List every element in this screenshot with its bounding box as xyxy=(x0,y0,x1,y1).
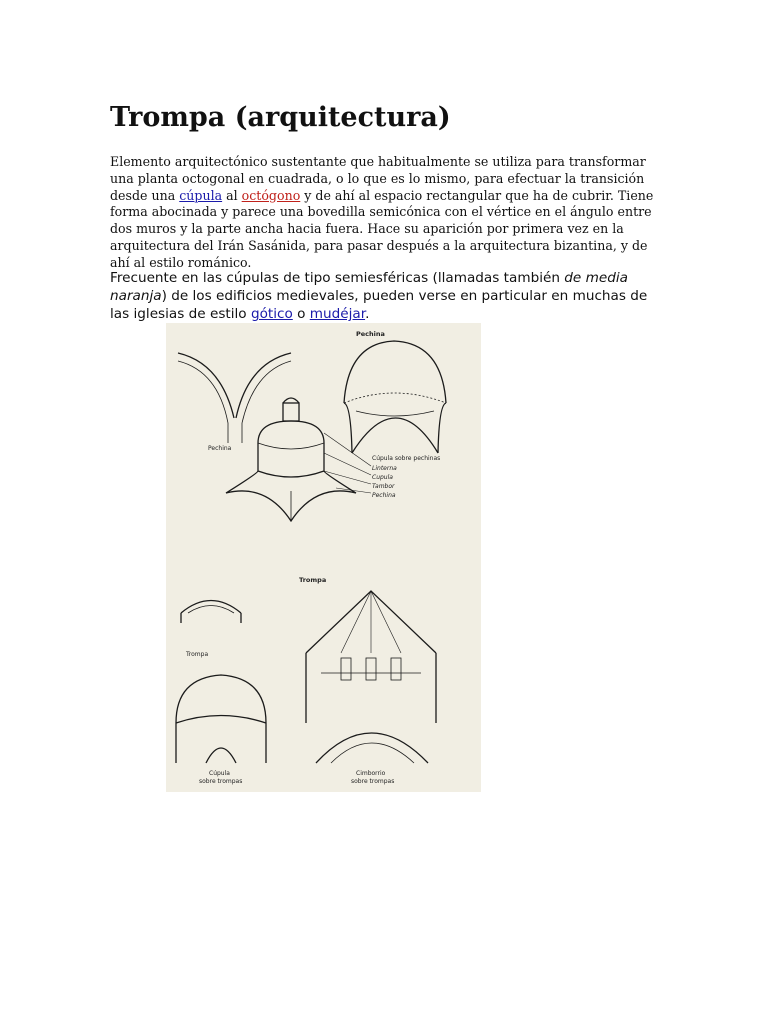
link-mudejar[interactable]: mudéjar xyxy=(309,306,366,322)
text: al xyxy=(222,187,242,203)
text: ) de los edificios medievales, pueden verse en particular en muchas de las iglesias de estilo xyxy=(110,288,648,322)
label-pechina: Pechina xyxy=(208,445,232,452)
label-linterna: Linterna xyxy=(372,465,397,472)
label-trompa: Trompa xyxy=(186,651,209,658)
label-cupula: Cupula xyxy=(372,474,393,481)
link-octogono[interactable]: octógono xyxy=(241,187,301,203)
label-cupula-trompas-1: Cúpula xyxy=(209,770,230,777)
text: y de ahí al espacio rectangular que ha de cubrir. Tiene forma abocinada y parece una bovedilla semicónica con el vértice en el ángulo entre dos muros y la parte ancha hacia fuera. Hace su aparición por primera vez en la arquitectura del Irán Sasánida, para pasar después a la arquitectura bizantina, y de ahí al estilo románico. xyxy=(110,187,654,270)
label-trompa-title: Trompa xyxy=(299,576,327,584)
label-cimborrio-2: sobre trompas xyxy=(351,778,395,785)
label-cupula-pechinas: Cúpula sobre pechinas xyxy=(372,455,441,462)
text: Frecuente en las cúpulas de tipo semiesféricas (llamadas también xyxy=(110,270,565,286)
label-pechina-title: Pechina xyxy=(356,330,385,338)
page-title: Trompa (arquitectura) xyxy=(110,102,451,133)
label-pechina-2: Pechina xyxy=(372,492,396,499)
text: . xyxy=(365,306,370,322)
label-cimborrio-1: Cimborrio xyxy=(356,770,386,777)
illustration-drawing xyxy=(166,323,481,792)
paragraph-definition xyxy=(110,154,658,272)
paragraph-usage xyxy=(110,269,658,323)
architecture-illustration xyxy=(166,323,481,792)
label-tambor: Tambor xyxy=(372,483,395,490)
text: Elemento arquitectónico sustentante que habitualmente se utiliza para transformar una planta octogonal en cuadrada, o lo que es lo mismo, para efectuar la transición desde una xyxy=(110,154,646,203)
text-italic: de media naranja xyxy=(110,270,628,304)
text: o xyxy=(292,306,310,322)
link-cupula[interactable]: cúpula xyxy=(179,187,223,203)
link-gotico[interactable]: gótico xyxy=(250,306,293,322)
label-cupula-trompas-2: sobre trompas xyxy=(199,778,243,785)
